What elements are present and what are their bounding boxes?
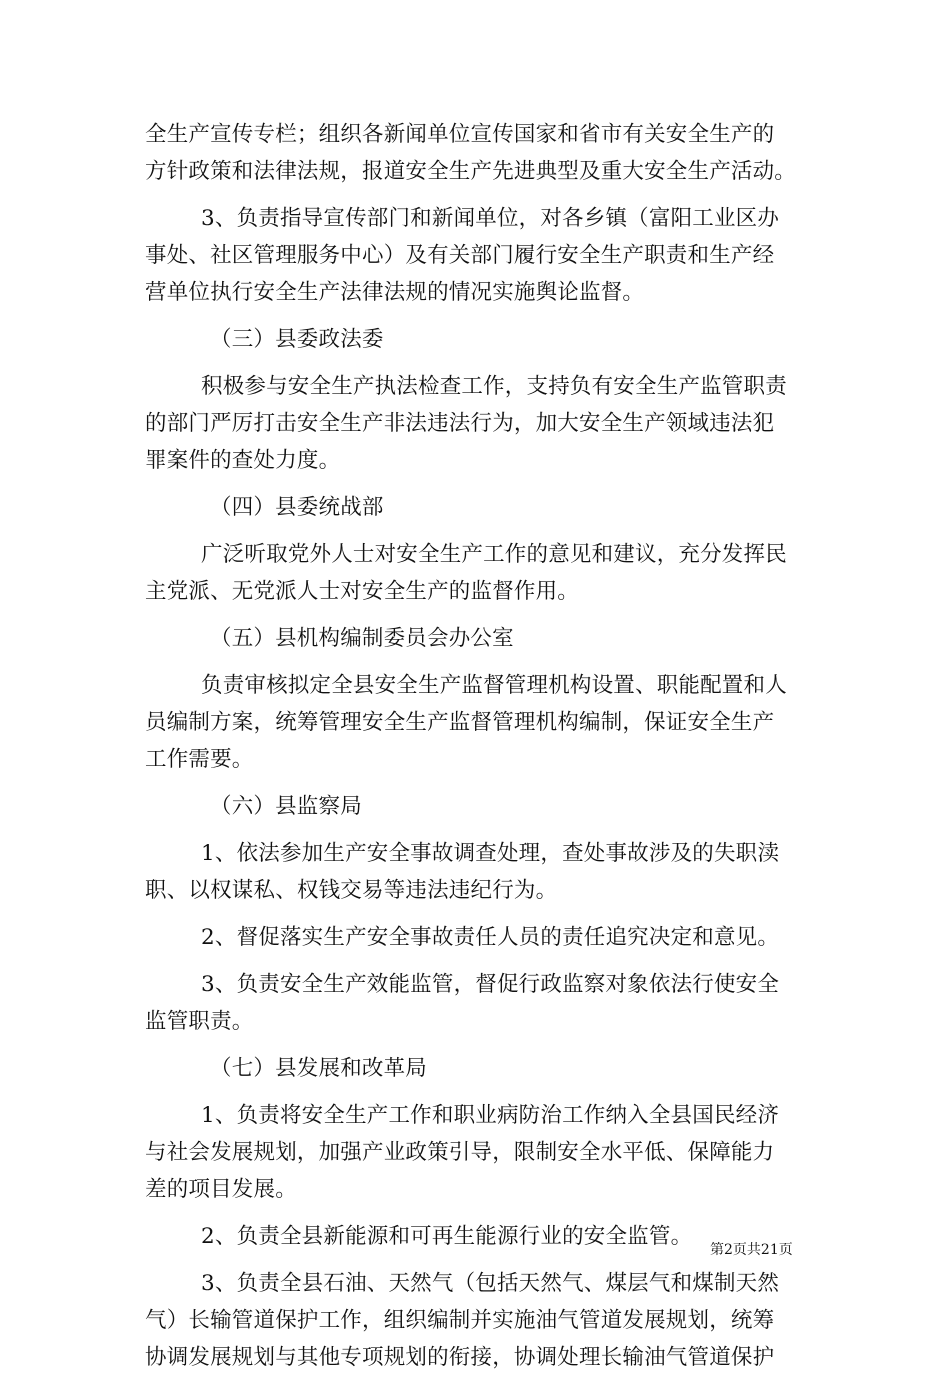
- text-line: 差的项目发展。: [145, 1177, 297, 1202]
- page-number-label: 第2页共21页: [710, 1242, 793, 1258]
- paragraph-gap: [145, 825, 810, 835]
- text-line: 主党派、无党派人士对安全生产的监督作用。: [145, 579, 580, 604]
- paragraph-gap: [145, 311, 810, 321]
- text-line: 职、以权谋私、权钱交易等违法违纪行为。: [145, 878, 558, 903]
- text-line: 方针政策和法律法规，报道安全生产先进典型及重大安全生产活动。: [145, 159, 797, 184]
- text-line: （六）县监察局: [210, 794, 362, 819]
- paragraph-gap: [145, 909, 810, 919]
- paragraph-gap: [145, 358, 810, 368]
- text-line: 事处、社区管理服务中心）及有关部门履行安全生产职责和生产经: [145, 243, 775, 268]
- paragraph-gap: [145, 526, 810, 536]
- paragraph: [145, 835, 810, 909]
- text-line: 的部门严厉打击安全生产非法违法行为，加大安全生产领域违法犯: [145, 411, 775, 436]
- text-line: 1、负责将安全生产工作和职业病防治工作纳入全县国民经济: [201, 1103, 780, 1128]
- paragraph: [145, 667, 810, 778]
- paragraph: [145, 1097, 810, 1208]
- text-line: 广泛听取党外人士对安全生产工作的意见和建议，充分发挥民: [201, 542, 787, 567]
- text-line: 工作需要。: [145, 747, 254, 772]
- text-line: 气）长输管道保护工作，组织编制并实施油气管道发展规划，统筹: [145, 1308, 775, 1333]
- paragraph: [145, 919, 810, 956]
- text-line: 积极参与安全生产执法检查工作，支持负有安全生产监管职责: [201, 374, 787, 399]
- paragraph: [145, 536, 810, 610]
- paragraph: [145, 368, 810, 479]
- paragraph-gap: [145, 778, 810, 788]
- text-line: 罪案件的查处力度。: [145, 448, 341, 473]
- paragraph: [145, 200, 810, 311]
- section-heading: [145, 620, 810, 657]
- text-line: 员编制方案，统筹管理安全生产监督管理机构编制，保证安全生产: [145, 710, 775, 735]
- paragraph-gap: [145, 657, 810, 667]
- text-line: 营单位执行安全生产法律法规的情况实施舆论监督。: [145, 280, 645, 305]
- section-heading: [145, 1050, 810, 1087]
- paragraph-gap: [145, 610, 810, 620]
- paragraph-gap: [145, 190, 810, 200]
- section-heading: [145, 321, 810, 358]
- section-heading: [145, 788, 810, 825]
- text-line: 2、负责全县新能源和可再生能源行业的安全监管。: [201, 1224, 693, 1249]
- paragraph: [145, 1265, 810, 1376]
- text-line: 监管职责。: [145, 1009, 254, 1034]
- text-line: （五）县机构编制委员会办公室: [210, 626, 514, 651]
- paragraph-gap: [145, 479, 810, 489]
- paragraph-gap: [145, 1087, 810, 1097]
- text-line: 3、负责全县石油、天然气（包括天然气、煤层气和煤制天然: [201, 1271, 780, 1296]
- text-line: （三）县委政法委: [210, 327, 384, 352]
- text-line: （四）县委统战部: [210, 495, 384, 520]
- text-line: 1、依法参加生产安全事故调查处理，查处事故涉及的失职渎: [201, 841, 780, 866]
- text-line: 与社会发展规划，加强产业政策引导，限制安全水平低、保障能力: [145, 1140, 775, 1165]
- paragraph-gap: [145, 956, 810, 966]
- document-body: [145, 116, 810, 1376]
- text-line: 协调发展规划与其他专项规划的衔接，协调处理长输油气管道保护: [145, 1345, 775, 1370]
- page-footer: [710, 1240, 793, 1260]
- text-line: 负责审核拟定全县安全生产监督管理机构设置、职能配置和人: [201, 673, 787, 698]
- paragraph: [145, 116, 810, 190]
- paragraph: [145, 966, 810, 1040]
- section-heading: [145, 489, 810, 526]
- text-line: 3、负责安全生产效能监管，督促行政监察对象依法行使安全: [201, 972, 780, 997]
- text-line: 2、督促落实生产安全事故责任人员的责任追究决定和意见。: [201, 925, 780, 950]
- text-line: 3、负责指导宣传部门和新闻单位，对各乡镇（富阳工业区办: [201, 206, 780, 231]
- paragraph-gap: [145, 1040, 810, 1050]
- text-line: （七）县发展和改革局: [210, 1056, 428, 1081]
- paragraph-gap: [145, 1208, 810, 1218]
- text-line: 全生产宣传专栏；组织各新闻单位宣传国家和省市有关安全生产的: [145, 122, 775, 147]
